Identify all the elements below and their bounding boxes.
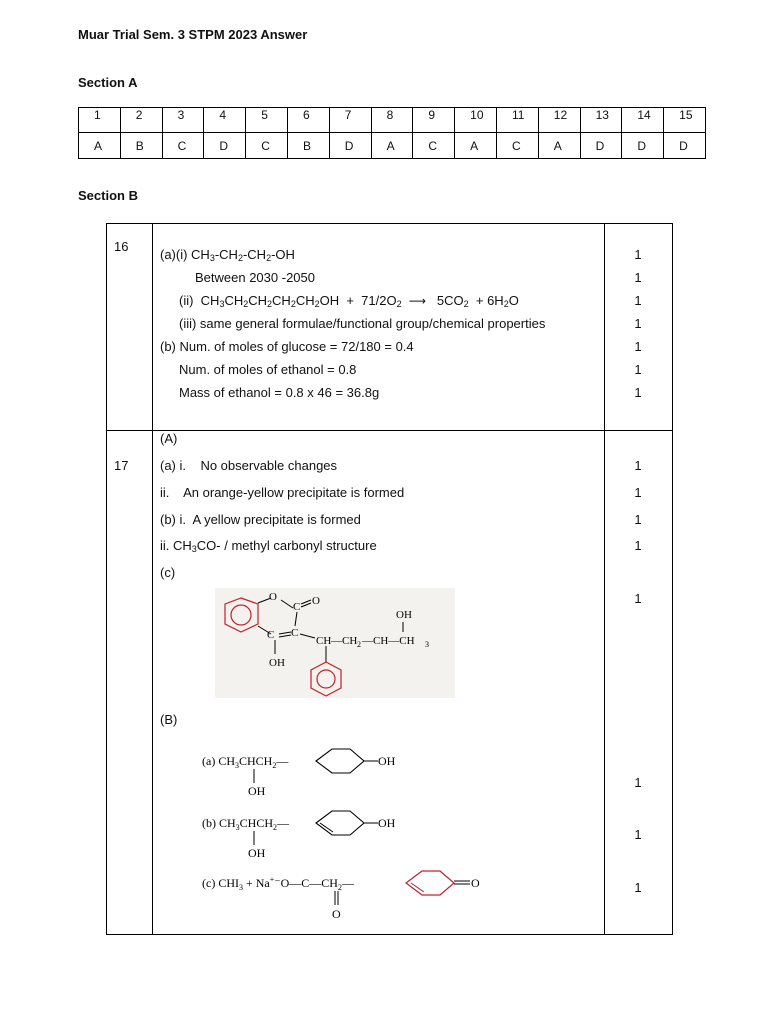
question-number-cell: 2 — [120, 108, 162, 133]
answer-cell: A — [79, 133, 121, 159]
q16-a-ii-prefix: (ii) — [179, 293, 194, 308]
q17-b-i-answer: (b) i. A yellow precipitate is formed — [160, 512, 361, 527]
mark: 1 — [634, 270, 642, 285]
mark: 1 — [634, 512, 642, 527]
svg-text:(b) CH3CHCH2—: (b) $CH_3CHCH_2—$ — [202, 816, 290, 832]
q17-b-ii-suffix: CO- / methyl carbonyl structure — [196, 538, 377, 553]
svg-text:CH: CH — [316, 635, 332, 647]
mark: 1 — [634, 247, 642, 262]
svg-text:—CH—CH: —CH—CH — [362, 635, 415, 647]
column-divider — [604, 223, 605, 935]
svg-text:OH: OH — [248, 784, 266, 798]
mark: 1 — [634, 827, 642, 842]
question-number-row — [79, 108, 706, 133]
q16-b-ethanol-mass: Mass of ethanol = 0.8 x 46 = 36.8g — [179, 385, 380, 400]
q16-b-ethanol-moles: Num. of moles of ethanol = 0.8 — [179, 362, 357, 377]
answer-cell: A — [371, 133, 413, 159]
svg-text:3: 3 — [425, 640, 429, 649]
question-number-cell: 6 — [287, 108, 329, 133]
svg-text:C: C — [291, 627, 299, 639]
q16-year-range: Between 2030 -2050 — [195, 270, 315, 285]
svg-text:C: C — [293, 601, 301, 613]
document-title: Muar Trial Sem. 3 STPM 2023 Answer — [78, 27, 308, 42]
mark: 1 — [634, 591, 642, 606]
column-divider — [152, 223, 153, 935]
svg-text:—CH: —CH — [331, 635, 358, 647]
question-number-cell: 10 — [455, 108, 497, 133]
answer-cell: C — [496, 133, 538, 159]
answer-cell: D — [622, 133, 664, 159]
svg-text:O: O — [471, 876, 480, 890]
q16-a-i-prefix: (a)(i) CH — [160, 247, 210, 262]
question-number-cell: 1 — [79, 108, 121, 133]
svg-text:OH: OH — [396, 609, 412, 621]
question-number-cell: 4 — [204, 108, 246, 133]
question-number-cell: 12 — [538, 108, 580, 133]
question-number-cell: 15 — [664, 108, 706, 133]
svg-text:OH: OH — [378, 754, 396, 768]
section-b-heading: Section B — [78, 188, 138, 203]
question-number-cell: 13 — [580, 108, 622, 133]
q16-a-iii-answer: (iii) same general formulae/functional group/chemical properties — [179, 316, 546, 331]
answer-cell: B — [120, 133, 162, 159]
section-a-heading: Section A — [78, 75, 138, 90]
mark: 1 — [634, 538, 642, 553]
svg-text:OH: OH — [378, 816, 396, 830]
mark: 1 — [634, 458, 642, 473]
question-number-cell: 3 — [162, 108, 204, 133]
mark: 1 — [634, 485, 642, 500]
q17-a-ii-answer: ii. An orange-yellow precipitate is formed — [160, 485, 405, 500]
question-number-cell: 8 — [371, 108, 413, 133]
svg-text:OH: OH — [269, 657, 285, 669]
reaction-arrow-icon: ⟶ — [408, 294, 427, 308]
svg-text:OH: OH — [248, 846, 266, 860]
svg-text:O: O — [269, 591, 277, 603]
row-divider — [106, 430, 673, 431]
answer-cell: D — [329, 133, 371, 159]
answer-cell: A — [538, 133, 580, 159]
q16-a-ii-equation: (ii) $CH_3CH_2CH_2CH_2CH_2OH + 71/2O_2$ ⟶ $5CO_2 + 6H_2O$ — [179, 293, 519, 309]
answer-cell: B — [287, 133, 329, 159]
q16-a-i-answer: (a)(i) $CH_3-CH_2-CH_2-OH$ — [160, 247, 295, 263]
section-a-answer-table — [78, 107, 706, 159]
question-number-16: 16 — [114, 239, 129, 254]
part-b-structures — [198, 735, 498, 925]
answer-cell: D — [204, 133, 246, 159]
question-number-cell: 9 — [413, 108, 455, 133]
question-number-cell: 5 — [246, 108, 288, 133]
q17-c-label: (c) — [160, 565, 176, 580]
q17-b-ii-answer: ii. $CH_3CO-$ / methyl carbonyl structure — [160, 538, 377, 554]
q17-a-i-answer: (a) i. No observable changes — [160, 458, 338, 473]
svg-text:2: 2 — [357, 640, 361, 649]
mark: 1 — [634, 775, 642, 790]
answer-cell: C — [162, 133, 204, 159]
mark: 1 — [634, 385, 642, 400]
question-number-cell: 11 — [496, 108, 538, 133]
mark: 1 — [634, 293, 642, 308]
answer-cell: C — [246, 133, 288, 159]
svg-text:(a) CH3CHCH2—: (a) $CH_3CHCH_2—$ — [202, 754, 289, 770]
mark: 1 — [634, 316, 642, 331]
question-number-cell: 7 — [329, 108, 371, 133]
answer-cell: C — [413, 133, 455, 159]
q16-b-glucose-moles: (b) Num. of moles of glucose = 72/180 = 0.4 — [160, 339, 414, 354]
question-number-cell: 14 — [622, 108, 664, 133]
q17-part-a-label: (A) — [160, 431, 178, 446]
mark: 1 — [634, 880, 642, 895]
coumarin-derivative-structure — [215, 588, 455, 698]
answer-row — [79, 133, 706, 159]
question-number-17: 17 — [114, 458, 129, 473]
mark: 1 — [634, 339, 642, 354]
answer-cell: A — [455, 133, 497, 159]
q17-part-b-label: (B) — [160, 712, 178, 727]
svg-text:C: C — [267, 629, 275, 641]
q17-b-ii-prefix: ii. CH — [160, 538, 192, 553]
svg-text:(c) CHI3 + Na+⁻O—C—CH2—: (c) $CHI_3$ + $Na^+^-O—C—CH_2—$ — [202, 875, 354, 892]
svg-text:O: O — [332, 907, 341, 921]
answer-cell: D — [580, 133, 622, 159]
svg-text:O: O — [312, 595, 320, 607]
answer-cell: D — [664, 133, 706, 159]
mark: 1 — [634, 362, 642, 377]
